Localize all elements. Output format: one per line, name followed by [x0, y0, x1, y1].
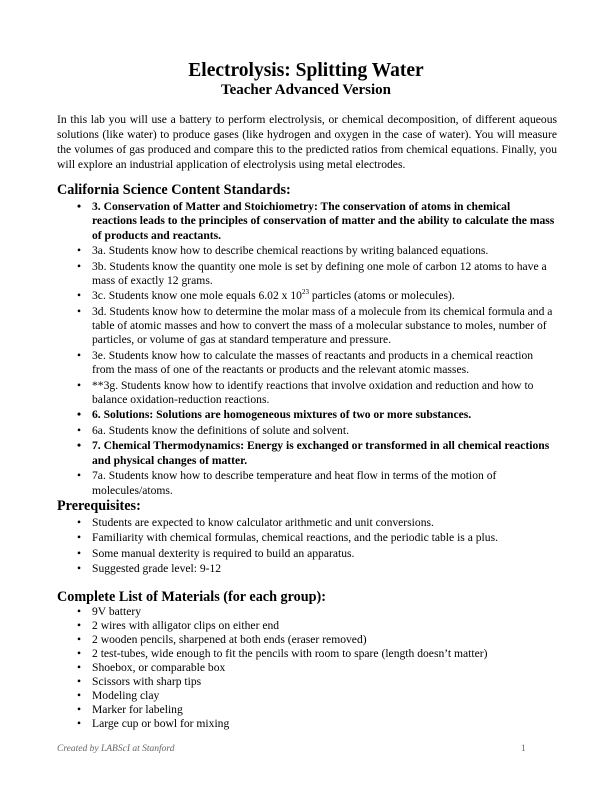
list-item: • 6a. Students know the definitions of solute and solvent.	[77, 423, 349, 437]
bullet-icon: •	[77, 675, 82, 688]
list-item: • 3a. Students know how to describe chemical reactions by writing balanced equations.	[77, 244, 489, 258]
list-item: • Scissors with sharp tips	[77, 675, 202, 688]
bullet-icon: •	[77, 348, 82, 362]
page-number: 1	[521, 744, 526, 754]
list-item: • 2 wires with alligator clips on either end	[77, 619, 280, 632]
list-item: • Familiarity with chemical formulas, chemical reactions, and the periodic table is a plus.	[77, 531, 498, 545]
list-item: • Marker for labeling	[77, 703, 183, 716]
list-item: • 7. Chemical Thermodynamics: Energy is exchanged or transformed in all chemical reactions and physical changes of matter.	[77, 439, 550, 467]
bullet-icon: •	[77, 633, 82, 646]
page-subtitle: Teacher Advanced Version	[220, 82, 392, 98]
materials-heading: Complete List of Materials (for each group):	[57, 589, 326, 605]
list-item: • Some manual dexterity is required to build an apparatus.	[77, 546, 355, 560]
prerequisites-list	[57, 516, 557, 578]
bullet-icon: •	[77, 423, 82, 437]
list-item: • 6. Solutions: Solutions are homogeneous mixtures of two or more substances.	[77, 408, 472, 422]
standards-list	[57, 200, 557, 499]
footer-credit: Created by LABScI at Stanford	[57, 744, 175, 754]
standards-heading: California Science Content Standards:	[57, 182, 291, 198]
materials-list	[57, 605, 557, 731]
bullet-icon: •	[77, 661, 82, 674]
list-item: • 9V battery	[77, 605, 142, 618]
bullet-icon: •	[77, 244, 82, 258]
list-item: • 7a. Students know how to describe temperature and heat flow in terms of the motion of molecules/atoms.	[77, 469, 497, 497]
bullet-icon: •	[77, 439, 82, 453]
list-item: • **3g. Students know how to identify reactions that involve oxidation and reduction and how to balance oxidation-reduction reactions.	[77, 378, 534, 406]
list-item: • 2 test-tubes, wide enough to fit the pencils with room to spare (length doesn’t matter)	[77, 647, 488, 660]
bullet-icon: •	[77, 562, 82, 576]
list-item: • Suggested grade level: 9-12	[77, 562, 222, 576]
bullet-icon: •	[77, 304, 82, 318]
bullet-icon: •	[77, 200, 82, 213]
bullet-icon: •	[77, 531, 82, 545]
list-item: • 3. Conservation of Matter and Stoichiometry: The conservation of atoms in chemical reactions leads to the principles of conservation of matter and the ability to calculate the mass of products and reactants.	[77, 200, 555, 242]
bullet-icon: •	[77, 546, 82, 560]
intro-paragraph: In this lab you will use a battery to perform electrolysis, or chemical decomposition, of different aqueous solutions (like water) to produce gases (like hydrogen and oxygen in the case of water). You will measure the volumes of gas produced and compare this to the predicted ratios from chemical equations. Finally, you will explore an industrial application of electrolysis using metal electrodes.	[57, 113, 557, 171]
bullet-icon: •	[77, 717, 82, 730]
bullet-icon: •	[77, 378, 82, 392]
bullet-icon: •	[77, 259, 82, 273]
list-item: • Large cup or bowl for mixing	[77, 717, 230, 730]
page-title: Electrolysis: Splitting Water	[188, 60, 424, 81]
list-item: • Modeling clay	[77, 689, 160, 702]
list-item: • 3c. Students know one mole equals 6.02 x $10^{23}$ particles (atoms or molecules).	[77, 288, 455, 303]
bullet-icon: •	[77, 516, 82, 529]
list-item: • 2 wooden pencils, sharpened at both ends (eraser removed)	[77, 633, 367, 646]
list-item: • Shoebox, or comparable box	[77, 661, 226, 674]
bullet-icon: •	[77, 408, 82, 422]
list-item: • Students are expected to know calculator arithmetic and unit conversions.	[77, 516, 434, 529]
list-item: • 3b. Students know the quantity one mole is set by defining one mole of carbon 12 atoms to have a mass of exactly 12 grams.	[77, 259, 547, 287]
bullet-icon: •	[77, 605, 82, 618]
bullet-icon: •	[77, 619, 82, 632]
bullet-icon: •	[77, 703, 82, 716]
list-item: • 3e. Students know how to calculate the masses of reactants and products in a chemical reaction from the mass of one of the reactants or products and the relevant atomic masses.	[77, 348, 534, 377]
bullet-icon: •	[77, 289, 82, 303]
bullet-icon: •	[77, 647, 82, 660]
prerequisites-heading: Prerequisites:	[57, 498, 141, 514]
bullet-icon: •	[77, 689, 82, 702]
list-item: • 3d. Students know how to determine the molar mass of a molecule from its chemical formula and a table of atomic masses and how to convert the mass of a molecular substance to moles, number of particles, or volume of gas at standard temperature and pressure.	[77, 304, 553, 347]
bullet-icon: •	[77, 469, 82, 483]
